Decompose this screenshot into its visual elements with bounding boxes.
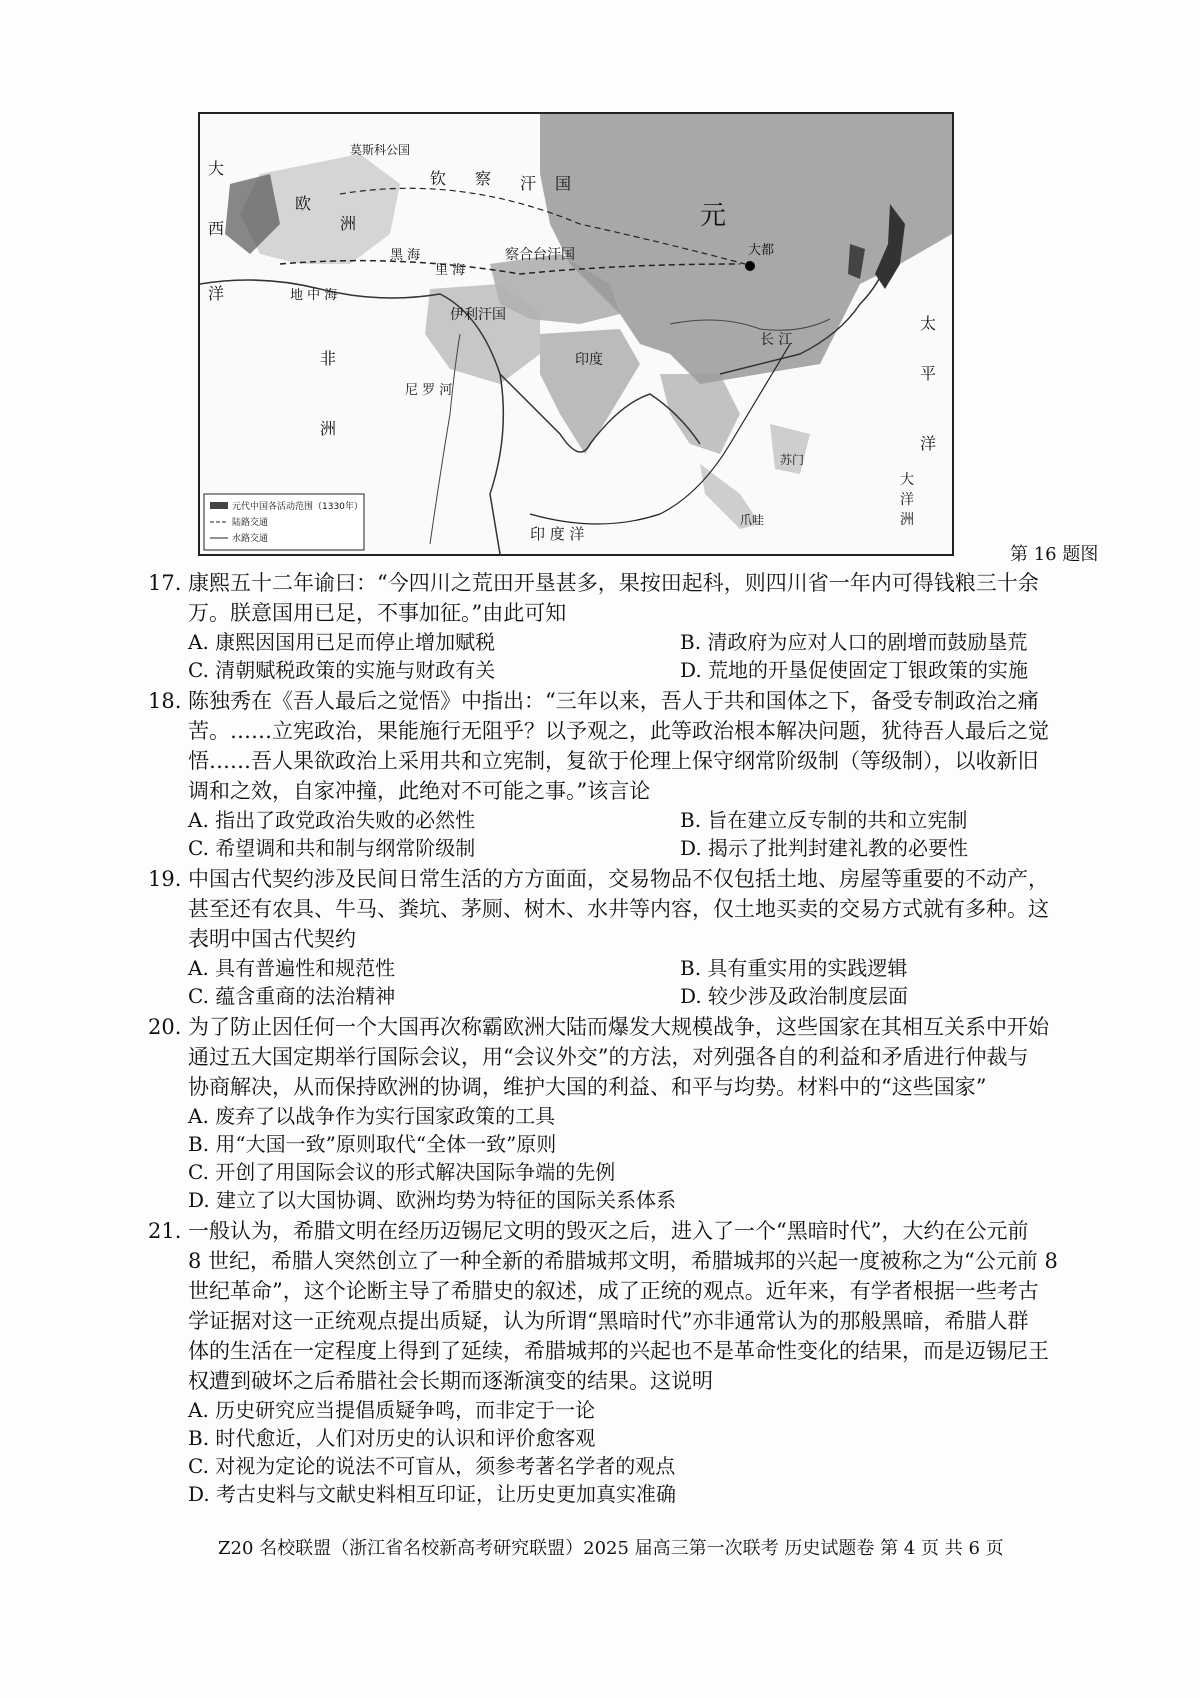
- label-heihai: 黑 海: [390, 248, 421, 263]
- question-17: [148, 568, 1128, 598]
- label-nile: 尼 罗 河: [405, 383, 453, 398]
- label-ou: 欧: [295, 194, 312, 213]
- question-number: 21.: [148, 1219, 182, 1243]
- label-chagatai: 察合台汗国: [505, 247, 575, 263]
- question-text: 为了防止因任何一个大国再次称霸欧洲大陆而爆发大规模战争，这些国家在其相互关系中开始: [188, 1015, 1049, 1039]
- question-number: 17.: [148, 571, 182, 595]
- label-dadu: 大都: [748, 243, 775, 258]
- question-number: 20.: [148, 1015, 182, 1039]
- option-b[interactable]: B. 用“大国一致”原则取代“全体一致”原则: [188, 1132, 557, 1156]
- label-tai: 太: [920, 314, 937, 333]
- question-text: 世纪革命”，这个论断主导了希腊史的叙述，成了正统的观点。近年来，有学者根据一些考古: [188, 1279, 1039, 1303]
- label-han: 汗: [520, 174, 537, 193]
- label-yuan: 元: [700, 201, 727, 231]
- question-text: 康熙五十二年谕曰：“今四川之荒田开垦甚多，果按田起科，则四川省一年内可得钱粮三十余: [188, 571, 1039, 595]
- option-a[interactable]: A. 康熙因国用已足而停止增加赋税: [188, 630, 496, 654]
- option-b[interactable]: B. 旨在建立反专制的共和立宪制: [680, 808, 968, 832]
- option-d[interactable]: D. 建立了以大国协调、欧洲均势为特征的国际关系体系: [188, 1188, 677, 1212]
- question-text: 甚至还有农具、牛马、粪坑、茅厕、树木、水井等内容，仅土地买卖的交易方式就有多种。这: [188, 897, 1049, 921]
- question-text: 学证据对这一正统观点提出质疑，认为所谓“黑暗时代”亦非通常认为的那般黑暗，希腊人群: [188, 1309, 1029, 1333]
- option-d[interactable]: D. 揭示了批判封建礼教的必要性: [680, 836, 969, 860]
- option-a[interactable]: A. 指出了政党政治失败的必然性: [188, 808, 476, 832]
- option-b[interactable]: B. 时代愈近，人们对历史的认识和评价愈客观: [188, 1426, 596, 1450]
- label-sumatra: 苏门: [780, 453, 805, 467]
- label-da2: 大: [900, 472, 914, 488]
- question-text: 协商解决，从而保持欧洲的协调，维护大国的利益、和平与均势。材料中的“这些国家”: [188, 1075, 987, 1099]
- question-19: [148, 864, 1128, 894]
- question-text: 权遭到破坏之后希腊社会长期而逐渐演变的结果。这说明: [188, 1369, 713, 1393]
- dadu-marker: [745, 261, 755, 271]
- label-xi: 西: [208, 219, 225, 238]
- legend-item-sea: 水路交通: [232, 534, 269, 544]
- label-moscow: 莫斯科公国: [350, 143, 411, 157]
- label-lihai: 里 海: [435, 263, 466, 278]
- question-number: 18.: [148, 689, 182, 713]
- question-text: 苦。……立宪政治，果能施行无阻乎？以予观之，此等政治根本解决问题，犹待吾人最后之觉: [188, 719, 1049, 743]
- option-c[interactable]: C. 开创了用国际会议的形式解决国际争端的先例: [188, 1160, 616, 1184]
- label-cha: 察: [475, 169, 492, 188]
- label-dizhonghai: 地 中 海: [290, 288, 338, 303]
- question-21: [148, 1216, 1128, 1246]
- label-da1: 大: [208, 159, 225, 178]
- option-a[interactable]: A. 具有普遍性和规范性: [188, 956, 396, 980]
- question-18: [148, 686, 1128, 716]
- label-yili: 伊利汗国: [450, 307, 506, 323]
- legend-item-range: 元代中国各活动范围（1330年）: [232, 502, 363, 512]
- label-java: 爪哇: [740, 513, 765, 527]
- option-a[interactable]: A. 历史研究应当提倡质疑争鸣，而非定于一论: [188, 1398, 596, 1422]
- option-c[interactable]: C. 希望调和共和制与纲常阶级制: [188, 836, 476, 860]
- question-text: 通过五大国定期举行国际会议，用“会议外交”的方法，对列强各自的利益和矛盾进行仲裁与: [188, 1045, 1029, 1069]
- label-zhou1: 洲: [340, 214, 357, 233]
- legend-item-land: 陆路交通: [232, 518, 269, 528]
- page-footer: Z20 名校联盟（浙江省名校新高考研究联盟）2025 届高三第一次联考 历史试题卷 第 4 页 共 6 页: [218, 1538, 1004, 1559]
- label-yang3: 洋: [900, 492, 914, 508]
- label-guo: 国: [555, 174, 572, 193]
- question-20: [148, 1012, 1128, 1042]
- label-yang2: 洋: [920, 434, 937, 453]
- question-text: 万。朕意国用已足，不事加征。”由此可知: [188, 601, 567, 625]
- question-text: 表明中国古代契约: [188, 927, 356, 951]
- option-d[interactable]: D. 荒地的开垦促使固定丁银政策的实施: [680, 658, 1029, 682]
- question-text: 体的生活在一定程度上得到了延续，希腊城邦的兴起也不是革命性变化的结果，而是迈锡尼王: [188, 1339, 1049, 1363]
- option-d[interactable]: D. 较少涉及政治制度层面: [680, 984, 909, 1008]
- label-zhou2: 洲: [320, 419, 337, 438]
- question-text: 8 世纪，希腊人突然创立了一种全新的希腊城邦文明，希腊城邦的兴起一度被称之为“公元前 8: [188, 1249, 1058, 1273]
- label-ping: 平: [920, 364, 937, 383]
- question-number: 19.: [148, 867, 182, 891]
- option-b[interactable]: B. 清政府为应对人口的剧增而鼓励垦荒: [680, 630, 1028, 654]
- question-text: 中国古代契约涉及民间日常生活的方方面面，交易物品不仅包括土地、房屋等重要的不动产，: [188, 867, 1049, 891]
- map-caption: 第 16 题图: [1010, 544, 1099, 565]
- label-india: 印度: [575, 352, 603, 368]
- label-indian-ocean: 印 度 洋: [530, 525, 585, 543]
- map-svg: [200, 114, 952, 554]
- label-fei: 非: [320, 349, 337, 368]
- question-text: 悟……吾人果欲政治上采用共和立宪制，复欲于伦理上保守纲常阶级制（等级制），以收新旧: [188, 749, 1039, 773]
- option-a[interactable]: A. 废弃了以战争作为实行国家政策的工具: [188, 1104, 556, 1128]
- option-c[interactable]: C. 蕴含重商的法治精神: [188, 984, 396, 1008]
- label-zhou3: 洲: [900, 512, 914, 528]
- map-figure: [198, 112, 954, 556]
- option-c[interactable]: C. 清朝赋税政策的实施与财政有关: [188, 658, 496, 682]
- india-area: [540, 329, 640, 454]
- question-text: 一般认为，希腊文明在经历迈锡尼文明的毁灭之后，进入了一个“黑暗时代”，大约在公元前: [188, 1219, 1029, 1243]
- option-d[interactable]: D. 考古史料与文献史料相互印证，让历史更加真实准确: [188, 1482, 677, 1506]
- label-changjiang: 长 江: [760, 332, 793, 348]
- option-b[interactable]: B. 具有重实用的实践逻辑: [680, 956, 908, 980]
- label-qincha: 钦: [430, 169, 447, 188]
- map-legend: [204, 494, 364, 550]
- question-text: 陈独秀在《吾人最后之觉悟》中指出：“三年以来，吾人于共和国体之下，备受专制政治之痛: [188, 689, 1039, 713]
- option-c[interactable]: C. 对视为定论的说法不可盲从，须参考著名学者的观点: [188, 1454, 676, 1478]
- southeast-asia: [660, 374, 740, 454]
- label-yang1: 洋: [208, 284, 225, 303]
- question-text: 调和之效，自家冲撞，此绝对不可能之事。”该言论: [188, 779, 651, 803]
